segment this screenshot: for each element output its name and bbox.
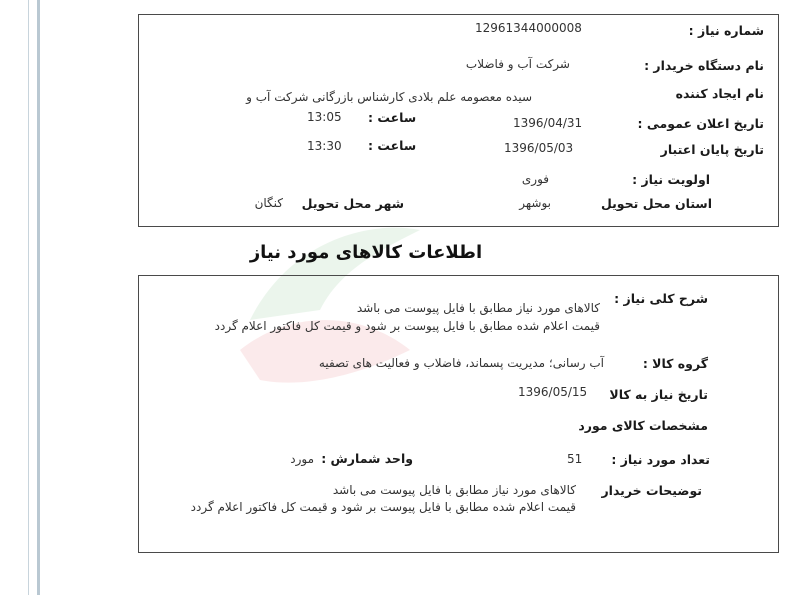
delivery-city-value: کنگان	[254, 196, 283, 210]
need-date-value: 1396/05/15	[518, 385, 588, 399]
buyer-org-value: شرکت آب و فاضلاب	[465, 57, 570, 71]
general-desc-label: شرح کلی نیاز :	[614, 291, 708, 306]
creator-value: سیده معصومه علم بلادی کارشناس بازرگانی شرکت آب و	[246, 90, 532, 104]
left-border-line	[28, 0, 29, 595]
public-announce-time-value: 13:05	[307, 110, 342, 124]
public-announce-date-value: 1396/04/31	[513, 116, 583, 130]
need-date-label: تاریخ نیاز به کالا	[609, 387, 708, 402]
goods-group-value: آب رسانی؛ مدیریت پسماند، فاضلاب و فعالیت های تصفیه	[318, 356, 604, 370]
goods-info-panel	[138, 275, 779, 553]
buyer-notes-line-1: کالاهای مورد نیاز مطابق با فایل پیوست می باشد	[332, 483, 576, 497]
need-info-panel	[138, 14, 779, 227]
left-border-bar	[37, 0, 40, 595]
validity-end-date-label: تاریخ پایان اعتبار	[660, 142, 764, 157]
unit-label: واحد شمارش :	[321, 451, 413, 466]
priority-value: فوری	[521, 172, 549, 186]
validity-end-date-value: 1396/05/03	[504, 141, 574, 155]
creator-label: نام ایجاد کننده	[675, 86, 764, 101]
quantity-label: تعداد مورد نیاز :	[611, 452, 710, 467]
buyer-org-label: نام دستگاه خریدار :	[644, 58, 764, 73]
buyer-notes-line-2: قیمت اعلام شده مطابق با فایل پیوست بر شود و قیمت کل فاکتور اعلام گردد	[190, 500, 576, 514]
delivery-city-label: شهر محل تحویل	[301, 196, 404, 211]
validity-end-time-label: ساعت :	[368, 138, 417, 153]
public-announce-date-label: تاریخ اعلان عمومی :	[637, 116, 764, 131]
priority-label: اولویت نیاز :	[632, 172, 710, 187]
delivery-province-label: استان محل تحویل	[600, 196, 712, 211]
quantity-value: 51	[567, 452, 583, 466]
specs-heading: مشخصات کالای مورد	[578, 418, 708, 433]
need-number-value: 12961344000008	[475, 21, 582, 35]
public-announce-time-label: ساعت :	[368, 110, 417, 125]
goods-section-title: اطلاعات کالاهای مورد نیاز	[249, 242, 483, 263]
general-desc-line-1: کالاهای مورد نیاز مطابق با فایل پیوست می باشد	[356, 301, 600, 315]
buyer-notes-label: توضیحات خریدار	[601, 483, 702, 498]
goods-group-label: گروه کالا :	[642, 356, 708, 371]
unit-value: مورد	[290, 452, 314, 466]
need-number-label: شماره نیاز :	[688, 23, 764, 38]
general-desc-line-2: قیمت اعلام شده مطابق با فایل پیوست بر شود و قیمت کل فاکتور اعلام گردد	[214, 319, 600, 333]
delivery-province-value: بوشهر	[519, 196, 551, 210]
validity-end-time-value: 13:30	[307, 139, 342, 153]
